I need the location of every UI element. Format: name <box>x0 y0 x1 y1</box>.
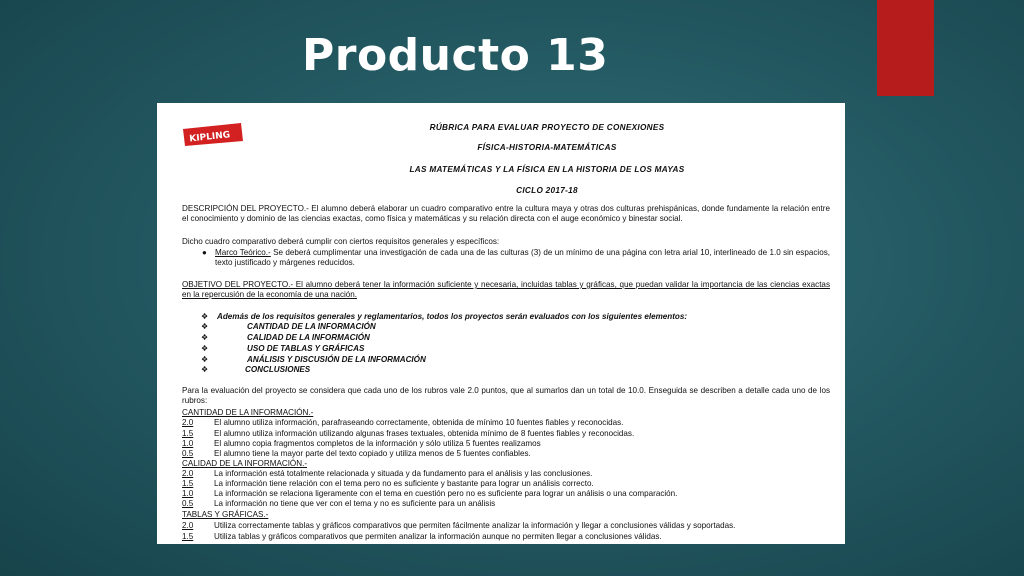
marco-teorico <box>215 248 830 268</box>
score-value: 1.5 <box>182 429 194 438</box>
project-description <box>182 204 830 224</box>
bullet-icon: ● <box>202 248 207 257</box>
score-description: El alumno tiene la mayor parte del texto copiado y utiliza menos de 5 fuentes confiables. <box>214 449 531 458</box>
score-description: Utiliza correctamente tablas y gráficos comparativos que permiten fácilmente analizar la información y llegar a conclusiones válidas y soportadas. <box>214 521 736 530</box>
score-description: La información tiene relación con el tema pero no es suficiente y bastante para lograr un análisis correcto. <box>214 479 594 488</box>
header-line-2: FÍSICA-HISTORIA-MATEMÁTICAS <box>477 143 617 152</box>
scoring-intro: Para la evaluación del proyecto se considera que cada uno de los rubros vale 2.0 puntos, que al sumarlos dan un total de 10.0. Enseguida se describen a detalle cada uno de los rubros: <box>182 386 830 405</box>
marco-label: Marco Teórico.- <box>215 248 271 257</box>
score-description: La información está totalmente relacionada y situada y da fundamento para el análisis y las conclusiones. <box>214 469 593 478</box>
description-label: DESCRIPCIÓN DEL PROYECTO.- <box>182 204 309 213</box>
score-description: La información se relaciona ligeramente con el tema en cuestión pero no es suficiente para lograr un análisis o una comparación. <box>214 489 678 498</box>
eval-item: CONCLUSIONES <box>245 365 311 374</box>
eval-item: CALIDAD DE LA INFORMACIÓN <box>247 333 370 342</box>
score-value: 2.0 <box>182 469 194 478</box>
score-description: El alumno copia fragmentos completos de la información y sólo utiliza 5 fuentes realizamos <box>214 439 541 448</box>
red-accent-bar <box>877 0 934 96</box>
score-description: Utiliza tablas y gráficos comparativos que permiten analizar la información aunque no permiten llegar a conclusiones válidas. <box>214 532 662 541</box>
diamond-bullet-icon: ❖ <box>201 312 209 321</box>
requirements-intro: Dicho cuadro comparativo deberá cumplir con ciertos requisitos generales y específicos: <box>182 237 500 246</box>
slide-title: Producto 13 <box>302 30 609 81</box>
score-value: 0.5 <box>182 499 194 508</box>
logo-text: KIPLING <box>188 130 231 145</box>
header-line-1: RÚBRICA PARA EVALUAR PROYECTO DE CONEXIONES <box>429 123 665 132</box>
description-text: El alumno deberá elaborar un cuadro comparativo entre la cultura maya y otras dos culturas prehispánicas, donde fundamente la relación entre el conocimiento y dominio de las ciencias exactas, como física y matemáticas y su relación directa con el auge económico y binestar social. <box>182 204 831 223</box>
diamond-bullet-icon: ❖ <box>201 355 209 364</box>
diamond-bullet-icon: ❖ <box>201 365 209 374</box>
rubric-document <box>157 103 845 544</box>
score-value: 2.0 <box>182 521 194 530</box>
header-line-4: CICLO 2017-18 <box>516 186 578 195</box>
score-description: El alumno utiliza información, parafraseando correctamente, obtenida de mínimo 10 fuentes fiables y reconocidas. <box>214 418 624 427</box>
score-value: 2.0 <box>182 418 194 427</box>
evaluation-intro: Además de los requisitos generales y reglamentarios, todos los proyectos serán evaluados con los siguientes elementos: <box>217 312 688 321</box>
score-value: 1.0 <box>182 439 194 448</box>
score-description: La información no tiene que ver con el tema y no es suficiente para un análisis <box>214 499 496 508</box>
diamond-bullet-icon: ❖ <box>201 322 209 331</box>
section-title: CANTIDAD DE LA INFORMACIÓN.- <box>182 408 314 417</box>
score-description: El alumno utiliza información utilizando algunas frases textuales, obtenida mínimo de 8 fuentes fiables y reconocidas. <box>214 429 635 438</box>
diamond-bullet-icon: ❖ <box>201 333 209 342</box>
score-value: 1.0 <box>182 489 194 498</box>
score-value: 0.5 <box>182 449 194 458</box>
marco-text: Se deberá cumplimentar una investigación de cada una de las culturas (3) de un mínimo de una página con letra arial 10, interlineado de 1.0 sin espacios, texto justificado y márgenes reducidos. <box>215 248 830 267</box>
header-line-3: LAS MATEMÁTICAS Y LA FÍSICA EN LA HISTORIA DE LOS MAYAS <box>409 165 685 174</box>
diamond-bullet-icon: ❖ <box>201 344 209 353</box>
section-title: TABLAS Y GRÁFICAS.- <box>182 510 269 519</box>
section-title: CALIDAD DE LA INFORMACIÓN.- <box>182 459 308 468</box>
eval-item: ANÁLISIS Y DISCUSIÓN DE LA INFORMACIÓN <box>247 355 426 364</box>
eval-item: USO DE TABLAS Y GRÁFICAS <box>247 344 365 353</box>
score-value: 1.5 <box>182 479 194 488</box>
project-objective: OBJETIVO DEL PROYECTO.- El alumno deberá tener la información suficiente y necesaria, incluidas tablas y gráficas, que puedan validar la importancia de las ciencias exactas en la repercusión de la economía de una nación. <box>182 280 830 299</box>
school-logo <box>181 121 245 147</box>
eval-item: CANTIDAD DE LA INFORMACIÓN <box>247 322 376 331</box>
score-value: 1.5 <box>182 532 194 541</box>
